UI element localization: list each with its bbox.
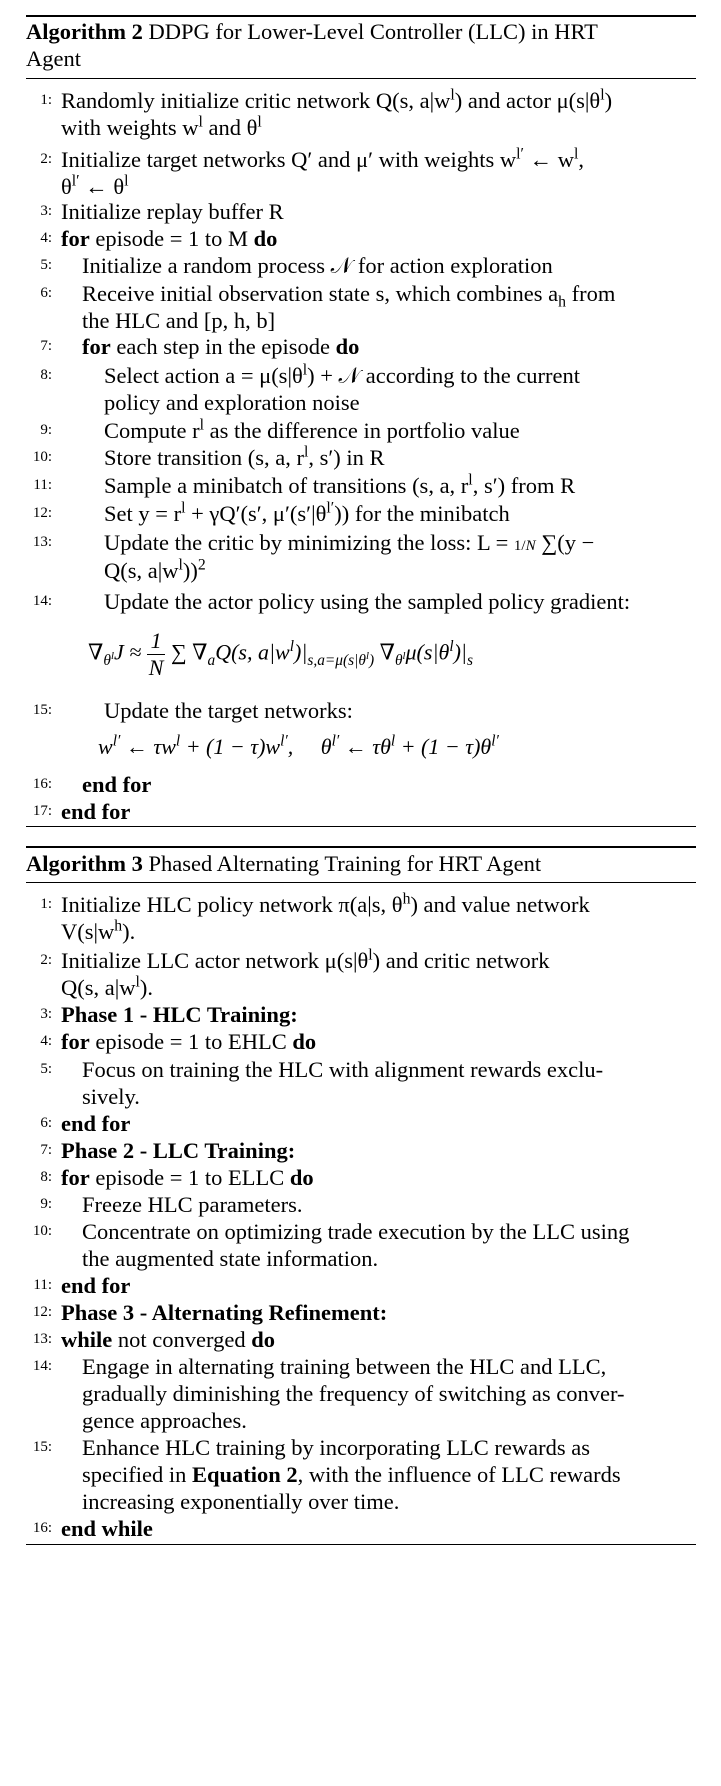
step-text: ) and value network: [410, 892, 590, 917]
algorithm-3-caption: [26, 849, 696, 879]
keyword: end for: [61, 799, 131, 824]
line-number: 11:: [33, 1277, 52, 1293]
keyword: Phase 1 - HLC Training:: [61, 1002, 298, 1027]
step-text: episode = 1 to EHLC: [95, 1029, 287, 1054]
algorithm-label: Algorithm 2: [26, 19, 143, 44]
step-text: and θ: [208, 115, 258, 140]
line-number: 3:: [40, 203, 52, 219]
step-text: Update the critic by minimizing the loss: L =: [104, 530, 509, 555]
step-text: gradually diminishing the frequency of switching as conver-: [82, 1381, 625, 1406]
step-text: Q(s, a|w: [61, 975, 136, 1000]
step-text: not converged: [117, 1327, 246, 1352]
line-number: 8:: [40, 1169, 52, 1185]
line-number: 3:: [40, 1006, 52, 1022]
step-text: episode = 1 to ELLC: [95, 1165, 285, 1190]
step-text: Receive initial observation state s, which combines a: [82, 281, 559, 306]
line-number: 7:: [40, 338, 52, 354]
keyword: end for: [61, 1273, 131, 1298]
line-number: 15:: [32, 1439, 52, 1455]
line-number: 6:: [40, 1115, 52, 1131]
keyword: Phase 3 - Alternating Refinement:: [61, 1300, 388, 1325]
keyword: do: [289, 1165, 314, 1190]
step-text: for the minibatch: [354, 501, 510, 526]
step-text: ).: [122, 919, 136, 944]
step-text: in R: [346, 445, 385, 470]
step-text: Initialize a random process 𝒩 for action exploration: [82, 253, 553, 278]
step-text: ) and critic network: [372, 948, 550, 973]
step-text: Freeze HLC parameters.: [82, 1192, 303, 1217]
line-number: 13:: [32, 1331, 52, 1347]
line-number: 10:: [32, 1223, 52, 1239]
line-number: 8:: [40, 367, 52, 383]
caption-rule: [26, 882, 696, 883]
line-number: 1:: [40, 92, 52, 108]
line-number: 16:: [32, 776, 52, 792]
keyword: do: [251, 1327, 275, 1352]
step-text: Randomly initialize critic network Q(s, a|w: [61, 88, 451, 113]
step-text: , with the influence of LLC rewards: [297, 1462, 621, 1487]
line-number: 15:: [32, 702, 52, 718]
step-text: Q(s, a|w: [104, 558, 179, 583]
top-rule: [26, 846, 696, 848]
keyword: Phase 2 - LLC Training:: [61, 1138, 296, 1163]
line-number: 6:: [40, 285, 52, 301]
keyword: for: [82, 334, 111, 359]
step-text: gence approaches.: [82, 1408, 247, 1433]
keyword: for: [61, 1029, 90, 1054]
line-number: 7:: [40, 1142, 52, 1158]
algorithm-title: Phased Alternating Training for HRT Agent: [148, 851, 542, 876]
step-text: Store transition (s, a, r: [104, 445, 304, 470]
algorithm-title: DDPG for Lower-Level Controller (LLC) in HRT: [148, 19, 598, 44]
line-number: 17:: [32, 803, 52, 819]
step-text: policy and exploration noise: [104, 390, 360, 415]
step-text: Update the target networks:: [104, 698, 353, 723]
keyword: end for: [82, 772, 152, 797]
keyword: for: [61, 226, 90, 251]
step-text: the augmented state information.: [82, 1246, 379, 1271]
line-number: 12:: [32, 1304, 52, 1320]
line-number: 16:: [32, 1520, 52, 1536]
keyword: do: [253, 226, 278, 251]
line-number: 14:: [32, 1358, 52, 1374]
step-text: Initialize LLC actor network μ(s|θ: [61, 948, 369, 973]
step-text: episode = 1 to M: [95, 226, 249, 251]
keyword: do: [335, 334, 360, 359]
step-text: with weights w: [61, 115, 199, 140]
step-text: each step in the episode: [116, 334, 331, 359]
step-text: increasing exponentially over time.: [82, 1489, 400, 1514]
bottom-rule: [26, 1544, 696, 1545]
target-update-equation: $w^{l'}$ ← $\tau w^l + (1 - \tau)w^{l'}$, $\theta^{l'}$ ← $\tau\theta^l + (1 - \tau)\theta^{l'}$: [98, 732, 499, 759]
step-text: Engage in alternating training between the HLC and LLC,: [82, 1354, 607, 1379]
step-text: θ: [61, 174, 72, 199]
line-number: 11:: [33, 477, 52, 493]
line-number: 2:: [40, 952, 52, 968]
keyword: while: [61, 1327, 113, 1352]
step-text: Initialize replay buffer R: [61, 199, 284, 224]
step-text: Concentrate on optimizing trade execution by the LLC using: [82, 1219, 630, 1244]
step-text: Sample a minibatch of transitions (s, a, r: [104, 473, 469, 498]
bottom-rule: [26, 826, 696, 827]
line-number: 1:: [40, 896, 52, 912]
step-text: as the difference in portfolio value: [209, 418, 520, 443]
step-text: ).: [139, 975, 154, 1000]
step-text: sively.: [82, 1084, 140, 1109]
step-text: Select action a = μ(s|θ: [104, 363, 303, 388]
algorithm-title-cont: Agent: [26, 46, 81, 71]
keyword: end while: [61, 1516, 153, 1541]
algorithm-label: Algorithm 3: [26, 851, 143, 876]
step-text: Initialize target networks Q′ and μ′ with weights w: [61, 147, 517, 172]
line-number: 9:: [40, 422, 52, 438]
line-number: 12:: [32, 505, 52, 521]
step-text: Initialize HLC policy network π(a|s, θ: [61, 892, 403, 917]
keyword: do: [292, 1029, 317, 1054]
keyword: end for: [61, 1111, 131, 1136]
equation-reference: Equation 2: [191, 1462, 298, 1487]
step-text: specified in: [82, 1462, 187, 1487]
caption-rule: [26, 78, 696, 79]
page: Algorithm 2 DDPG for Lower-Level Controller (LLC) in HRT Agent 1: Randomly initialize critic network Q(s, $a|w^l$) and actor $\mu(s|\theta^l)$ with weights $w^l$ and $\theta^l$ 2: Initialize target networks Q′ and μ′ with weights $w^{l'}$ ← $w^l$, $\theta^{l'}$ ← $\theta^l$ 3: Initialize replay buffer R 4: for episode = 1 to M do 5: Initialize a random process 𝒩 for action exploration 6: Receive initial observation state s, which combines $a_h$ from the HLC and [p, h, b] 7: for each step in the episode do 8: Select action $a = \mu(s|\theta^l)$ + 𝒩 according to the current policy and exploration noise 9: Compute $r^l$ as the difference in portfolio value 10: Store transition (s, a, $r^l$, s′) in R 11: Sample a minibatch of transitions (s, a, $r^l$, s′) from R 12: Set $y = r^l + \gamma Q'(s'$, $\mu'(s'|\theta^{l'})$) for the minibatch 13: Update the critic by minimizing the loss: L = 1/N ∑(y − Q(s, $a|w^l))^2$ 14: Update the actor policy using the sampled policy gradient: $\nabla_{\theta^l}J$ ≈ $\frac{1}{N}$ ∑ $\nabla_aQ(s$, $a|w^l)|_{s,a=\mu(s|\theta^l)}$ $\nabla_{\theta^l}\mu(s|\theta^l)|_s$ 15: Update the target networks: $w^{l'}$ ← $\tau w^l + (1 - \tau)w^{l'}$, $\theta^{l'}$ ← $\tau\theta^l + (1 - \tau)\theta^{l'}$ 16: end for 17: end for Algorithm 3 Phased Alternating Training for HRT Agent 1: Initialize HLC policy network π(a|s, $\theta^h$) and value network $V(s|w^h)$. 2: Initialize LLC actor network $\mu(s|\theta^l)$ and critic network Q(s, $a|w^l$). 3: Phase 1 - HLC Training: 4: for episode = 1 to EHLC do 5: Focus on training the HLC with alignment rewards exclu- sively. 6: end for 7: Phase 2 - LLC Training: 8: for episode = 1 to ELLC do 9: Freeze HLC parameters. 10: Concentrate on optimizing trade execution by the LLC using the augmented state information. 11: end for 12: Phase 3 - Alternating Refinement: 13: while not converged do 14: Engage in alternating training between the HLC and LLC, gradually diminishing the frequency of switching as conver- gence approaches. 15: Enhance HLC training by incorporating LLC rewards as specified in Equation 2, with the influence of LLC rewards increasing exponentially over time. 16: end while: [0, 0, 721, 1786]
step-text: Focus on training the HLC with alignment rewards exclu-: [82, 1057, 604, 1082]
step-text: Set y = r: [104, 501, 182, 526]
line-number: 13:: [32, 534, 52, 550]
step-text: Enhance HLC training by incorporating LLC rewards as: [82, 1435, 590, 1460]
line-number: 5:: [40, 1061, 52, 1077]
keyword: for: [61, 1165, 90, 1190]
line-number: 4:: [40, 230, 52, 246]
line-number: 14:: [32, 593, 52, 609]
line-number: 5:: [40, 257, 52, 273]
line-number: 9:: [40, 1196, 52, 1212]
line-number: 2:: [40, 151, 52, 167]
step-text: Update the actor policy using the sampled policy gradient:: [104, 589, 631, 614]
actor-gradient-equation: $\nabla_{\theta^l}J$ ≈ $\frac{1}{N}$ ∑ $\nabla_aQ(s$, $a|w^l)|_{s,a=\mu(s|\theta^l)}$ $\nabla_{\theta^l}\mu(s|\theta^l)|_s$: [88, 628, 473, 680]
step-text: from R: [510, 473, 576, 498]
step-text: V(s|w: [61, 919, 115, 944]
algorithm-2-caption: [26, 17, 696, 47]
step-text: Compute r: [104, 418, 200, 443]
step-text: the HLC and [p, h, b]: [82, 308, 276, 333]
line-number: 4:: [40, 1033, 52, 1049]
line-number: 10:: [32, 449, 52, 465]
